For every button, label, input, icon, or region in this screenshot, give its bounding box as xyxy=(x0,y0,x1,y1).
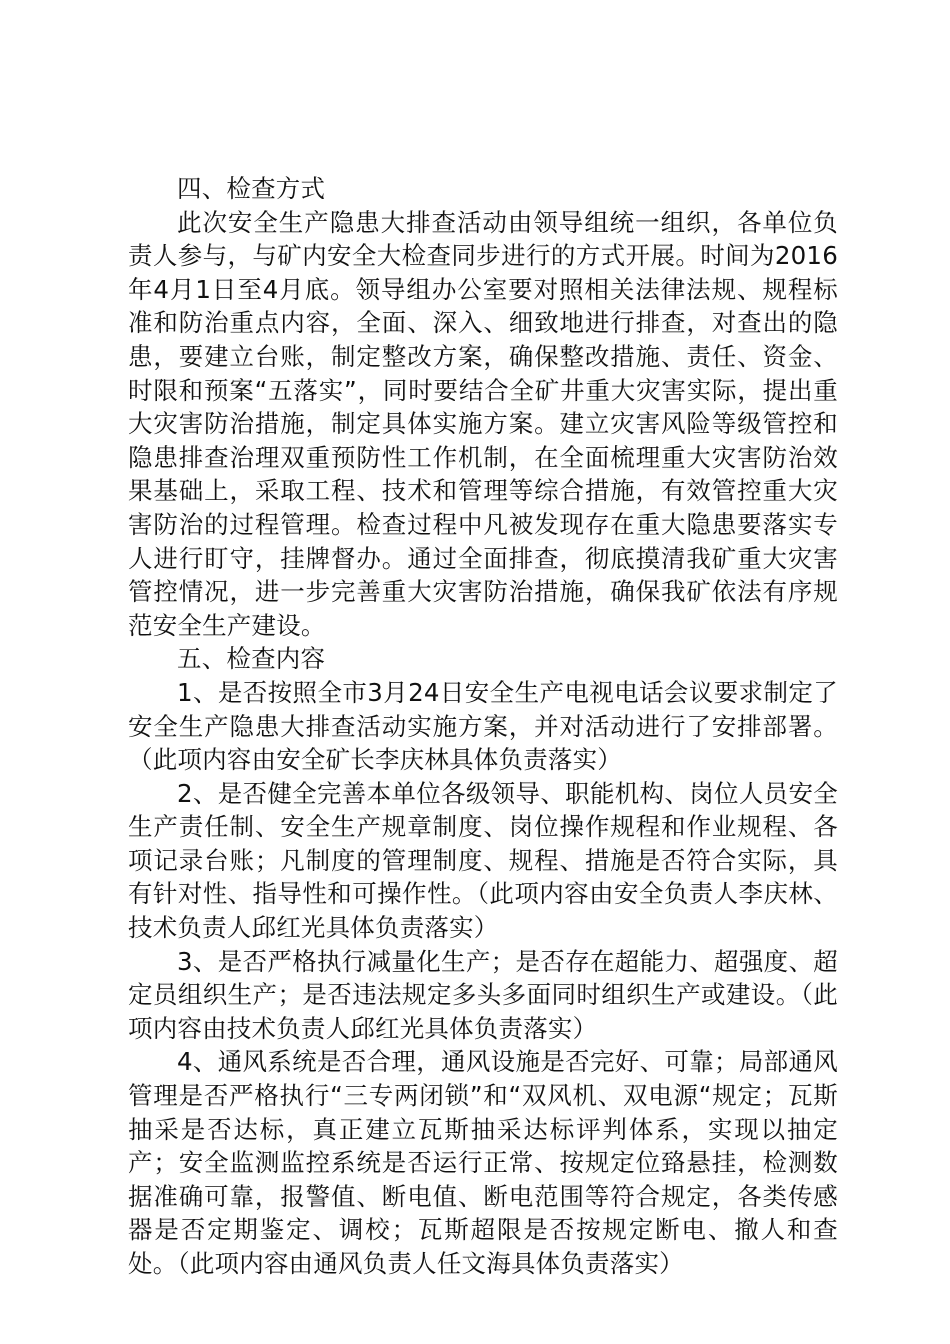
list-item-content-3: 3、是否严格执行减量化生产；是否存在超能力、超强度、超定员组织生产；是否违法规定多头多面同时组织生产或建设。（此项内容由技术负责人邱红光具体负责落实） xyxy=(128,946,838,1043)
paragraph-inspection-method: 此次安全生产隐患大排查活动由领导组统一组织，各单位负责人参与，与矿内安全大检查同步进行的方式开展。时间为2016年4月1日至4月底。领导组办公室要对照相关法律法规、规程标准和防治重点内容，全面、深入、细致地进行排查，对查出的隐患，要建立台账，制定整改方案，确保整改措施、责任、资金、时限和预案“五落实”，同时要结合全矿井重大灾害实际，提出重大灾害防治措施，制定具体实施方案。建立灾害风险等级管控和隐患排查治理双重预防性工作机制，在全面梳理重大灾害防治效果基础上，采取工程、技术和管理等综合措施，有效管控重大灾害防治的过程管理。检查过程中凡被发现存在重大隐患要落实专人进行盯守，挂牌督办。通过全面排查，彻底摸清我矿重大灾害管控情况，进一步完善重大灾害防治措施，确保我矿依法有序规范安全生产建设。 xyxy=(128,207,838,640)
document-body xyxy=(128,172,838,1281)
list-item-content-1: 1、是否按照全市3月24日安全生产电视电话会议要求制定了安全生产隐患大排查活动实施方案，并对活动进行了安排部署。（此项内容由安全矿长李庆林具体负责落实） xyxy=(128,677,838,775)
section-heading-inspection-content: 五、检查内容 xyxy=(177,644,326,674)
section-heading-inspection-method: 四、检查方式 xyxy=(177,174,326,203)
list-item-content-4: 4、通风系统是否合理，通风设施是否完好、可靠；局部通风管理是否严格执行“三专两闭锁”和“双风机、双电源“规定；瓦斯抽采是否达标，真正建立瓦斯抽采达标评判体系，实现以抽定产；安全监测监控系统是否运行正常、按规定位臵悬挂，检测数据准确可靠，报警值、断电值、断电范围等符合规定，各类传感器是否定期鉴定、调校；瓦斯超限是否按规定断电、撤人和查处。（此项内容由通风负责人任文海具体负责落实） xyxy=(128,1047,838,1278)
list-item-content-2: 2、是否健全完善本单位各级领导、职能机构、岗位人员安全生产责任制、安全生产规章制度、岗位操作规程和作业规程、各项记录台账；凡制度的管理制度、规程、措施是否符合实际，具有针对性、指导性和可操作性。（此项内容由安全负责人李庆林、技术负责人邱红光具体负责落实） xyxy=(128,778,838,943)
